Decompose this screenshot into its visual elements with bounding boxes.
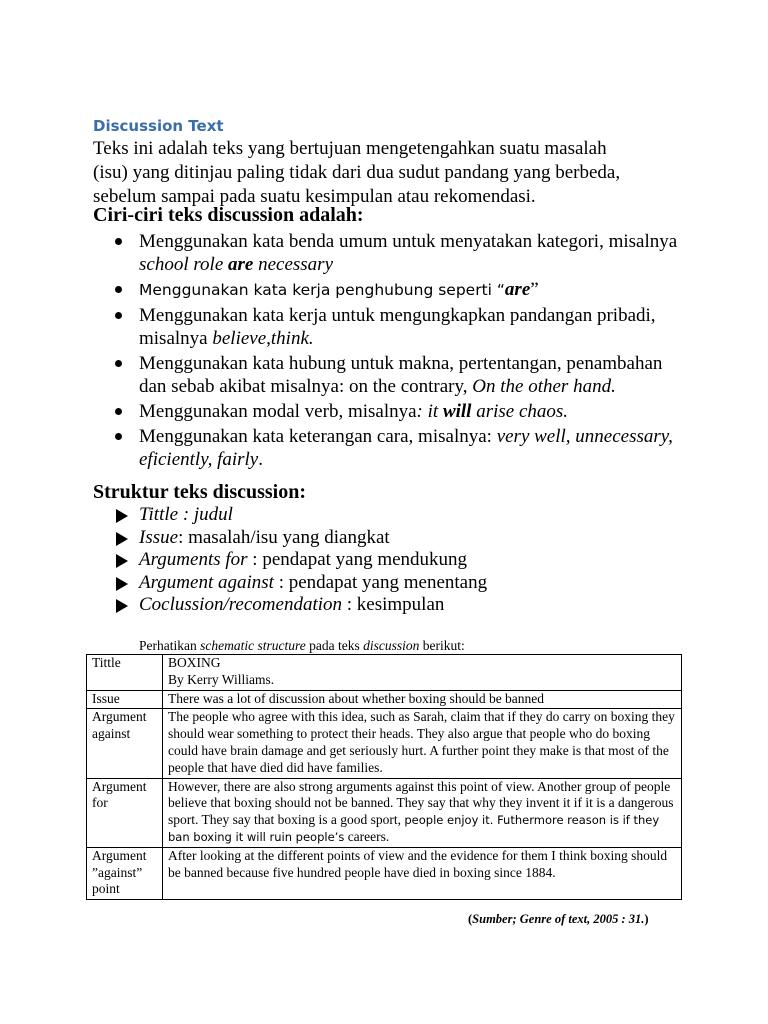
bullet-icon <box>115 433 122 440</box>
list-item <box>93 527 487 550</box>
structure-desc: : kesimpulan <box>346 594 445 615</box>
caption-term: schematic structure <box>200 638 306 653</box>
list-item <box>93 304 693 350</box>
item-close-quote: ” <box>530 279 539 300</box>
list-item <box>93 594 487 617</box>
caption-text: berikut: <box>419 638 465 653</box>
item-example-bold: will <box>442 401 472 422</box>
list-item <box>93 278 693 302</box>
item-example-bold: are <box>228 254 254 275</box>
list-item <box>93 425 693 471</box>
arrow-bullet-icon <box>116 599 128 613</box>
source-text: Sumber; Genre of text, 2005 : 31. <box>472 912 645 926</box>
list-item <box>93 549 487 572</box>
list-item <box>93 352 693 398</box>
bullet-icon <box>115 408 122 415</box>
schematic-structure-table <box>86 654 682 900</box>
table-row <box>87 690 682 709</box>
caption-term: discussion <box>363 638 420 653</box>
row-content <box>163 778 682 847</box>
row-content: There was a lot of discussion about whether boxing should be banned <box>163 690 682 709</box>
table-row <box>87 709 682 778</box>
list-item <box>93 400 693 423</box>
document-heading: Discussion Text <box>93 117 224 135</box>
intro-line: (isu) yang ditinjau paling tidak dari dua sudut pandang yang berbeda, <box>93 162 621 183</box>
item-example: necessary <box>253 254 334 275</box>
structure-desc: : masalah/isu yang diangkat <box>178 526 390 548</box>
arrow-bullet-icon <box>116 554 128 568</box>
arrow-bullet-icon <box>116 532 128 546</box>
item-example: believe,think. <box>212 328 314 349</box>
characteristics-list <box>93 230 693 473</box>
item-text: Menggunakan kata benda umum untuk menyatakan kategori, misalnya <box>139 231 678 252</box>
source-paren: ) <box>644 912 649 926</box>
text-title: BOXING <box>168 655 221 670</box>
characteristics-title: Ciri-ciri teks discussion adalah: <box>93 204 364 226</box>
row-content: After looking at the different points of view and the evidence for them I think boxing should be banned because five hundred people have died in boxing since 1884. <box>163 847 682 899</box>
intro-line: Teks ini adalah teks yang bertujuan mengetengahkan suatu masalah <box>93 138 607 159</box>
row-text: However, there are also strong arguments against this point of view. Another group of people believe that boxing should not be banned. They say that why they invent it if it is a dangerous sport. They say that boxing is a good sport, <box>168 778 674 828</box>
structure-term: Tittle : judul <box>139 504 233 525</box>
structure-term: Coclussion/recomendation <box>139 594 347 615</box>
table-row <box>87 847 682 899</box>
row-text: people enjoy it. Futhermore reason is if they ban boxing it will ruin people’s <box>168 813 660 844</box>
table-row <box>87 655 682 691</box>
source-citation <box>468 912 649 927</box>
row-label: Argument ”against” point <box>87 847 163 899</box>
row-text: careers. <box>344 828 390 844</box>
row-label: Argument against <box>87 709 163 778</box>
row-content <box>163 655 682 691</box>
source-paren: ( <box>468 912 473 926</box>
list-item <box>93 230 693 276</box>
item-text: Menggunakan kata hubung untuk makna, pertentangan, penambahan dan sebab akibat misalnya: on the contrary, <box>139 353 663 397</box>
item-text: Menggunakan kata keterangan cara, misalnya: <box>139 426 497 447</box>
item-end: . <box>258 449 263 470</box>
structure-term: Issue <box>139 526 179 548</box>
item-example: arise chaos. <box>471 401 569 422</box>
caption-text: Perhatikan <box>139 638 201 653</box>
bullet-icon <box>115 360 122 367</box>
item-text: Menggunakan kata kerja penghubung seperti “ <box>139 281 505 299</box>
arrow-bullet-icon <box>116 509 128 523</box>
item-example: very well, unnecessary, eficiently, fairly <box>139 426 673 470</box>
list-item <box>93 504 487 527</box>
intro-line: sebelum sampai pada suatu kesimpulan atau rekomendasi. <box>93 186 536 207</box>
arrow-bullet-icon <box>116 577 128 591</box>
list-item <box>93 572 487 595</box>
caption-text: pada teks <box>305 638 364 653</box>
table-caption <box>139 638 465 654</box>
structure-desc: : pendapat yang menentang <box>278 571 488 593</box>
row-label: Issue <box>87 690 163 709</box>
row-label: Tittle <box>87 655 163 691</box>
item-example: : it <box>416 401 443 422</box>
structure-title: Struktur teks discussion: <box>93 481 307 503</box>
bullet-icon <box>115 312 122 319</box>
item-example: On the other hand. <box>472 376 616 397</box>
structure-term: Arguments for <box>139 549 253 570</box>
structure-term: Argument against <box>139 571 279 593</box>
item-example: school role <box>139 254 229 275</box>
bullet-icon <box>115 238 122 245</box>
row-content: The people who agree with this idea, such as Sarah, claim that if they do carry on boxing they should wear something to protect their heads. They also argue that people who do boxing could have brain damage and get seriously hurt. A further point they make is that most of the people that have died did have families. <box>163 709 682 778</box>
table-row <box>87 778 682 847</box>
row-label: Argument for <box>87 778 163 847</box>
structure-desc: : pendapat yang mendukung <box>252 549 468 570</box>
item-example: are <box>504 279 531 300</box>
item-text: Menggunakan modal verb, misalnya <box>139 401 417 422</box>
text-author: By Kerry Williams. <box>168 671 275 687</box>
structure-list <box>93 504 487 617</box>
intro-paragraph <box>93 137 683 209</box>
bullet-icon <box>115 286 122 293</box>
item-text: Menggunakan kata kerja untuk mengungkapkan pandangan pribadi, misalnya <box>139 305 656 349</box>
